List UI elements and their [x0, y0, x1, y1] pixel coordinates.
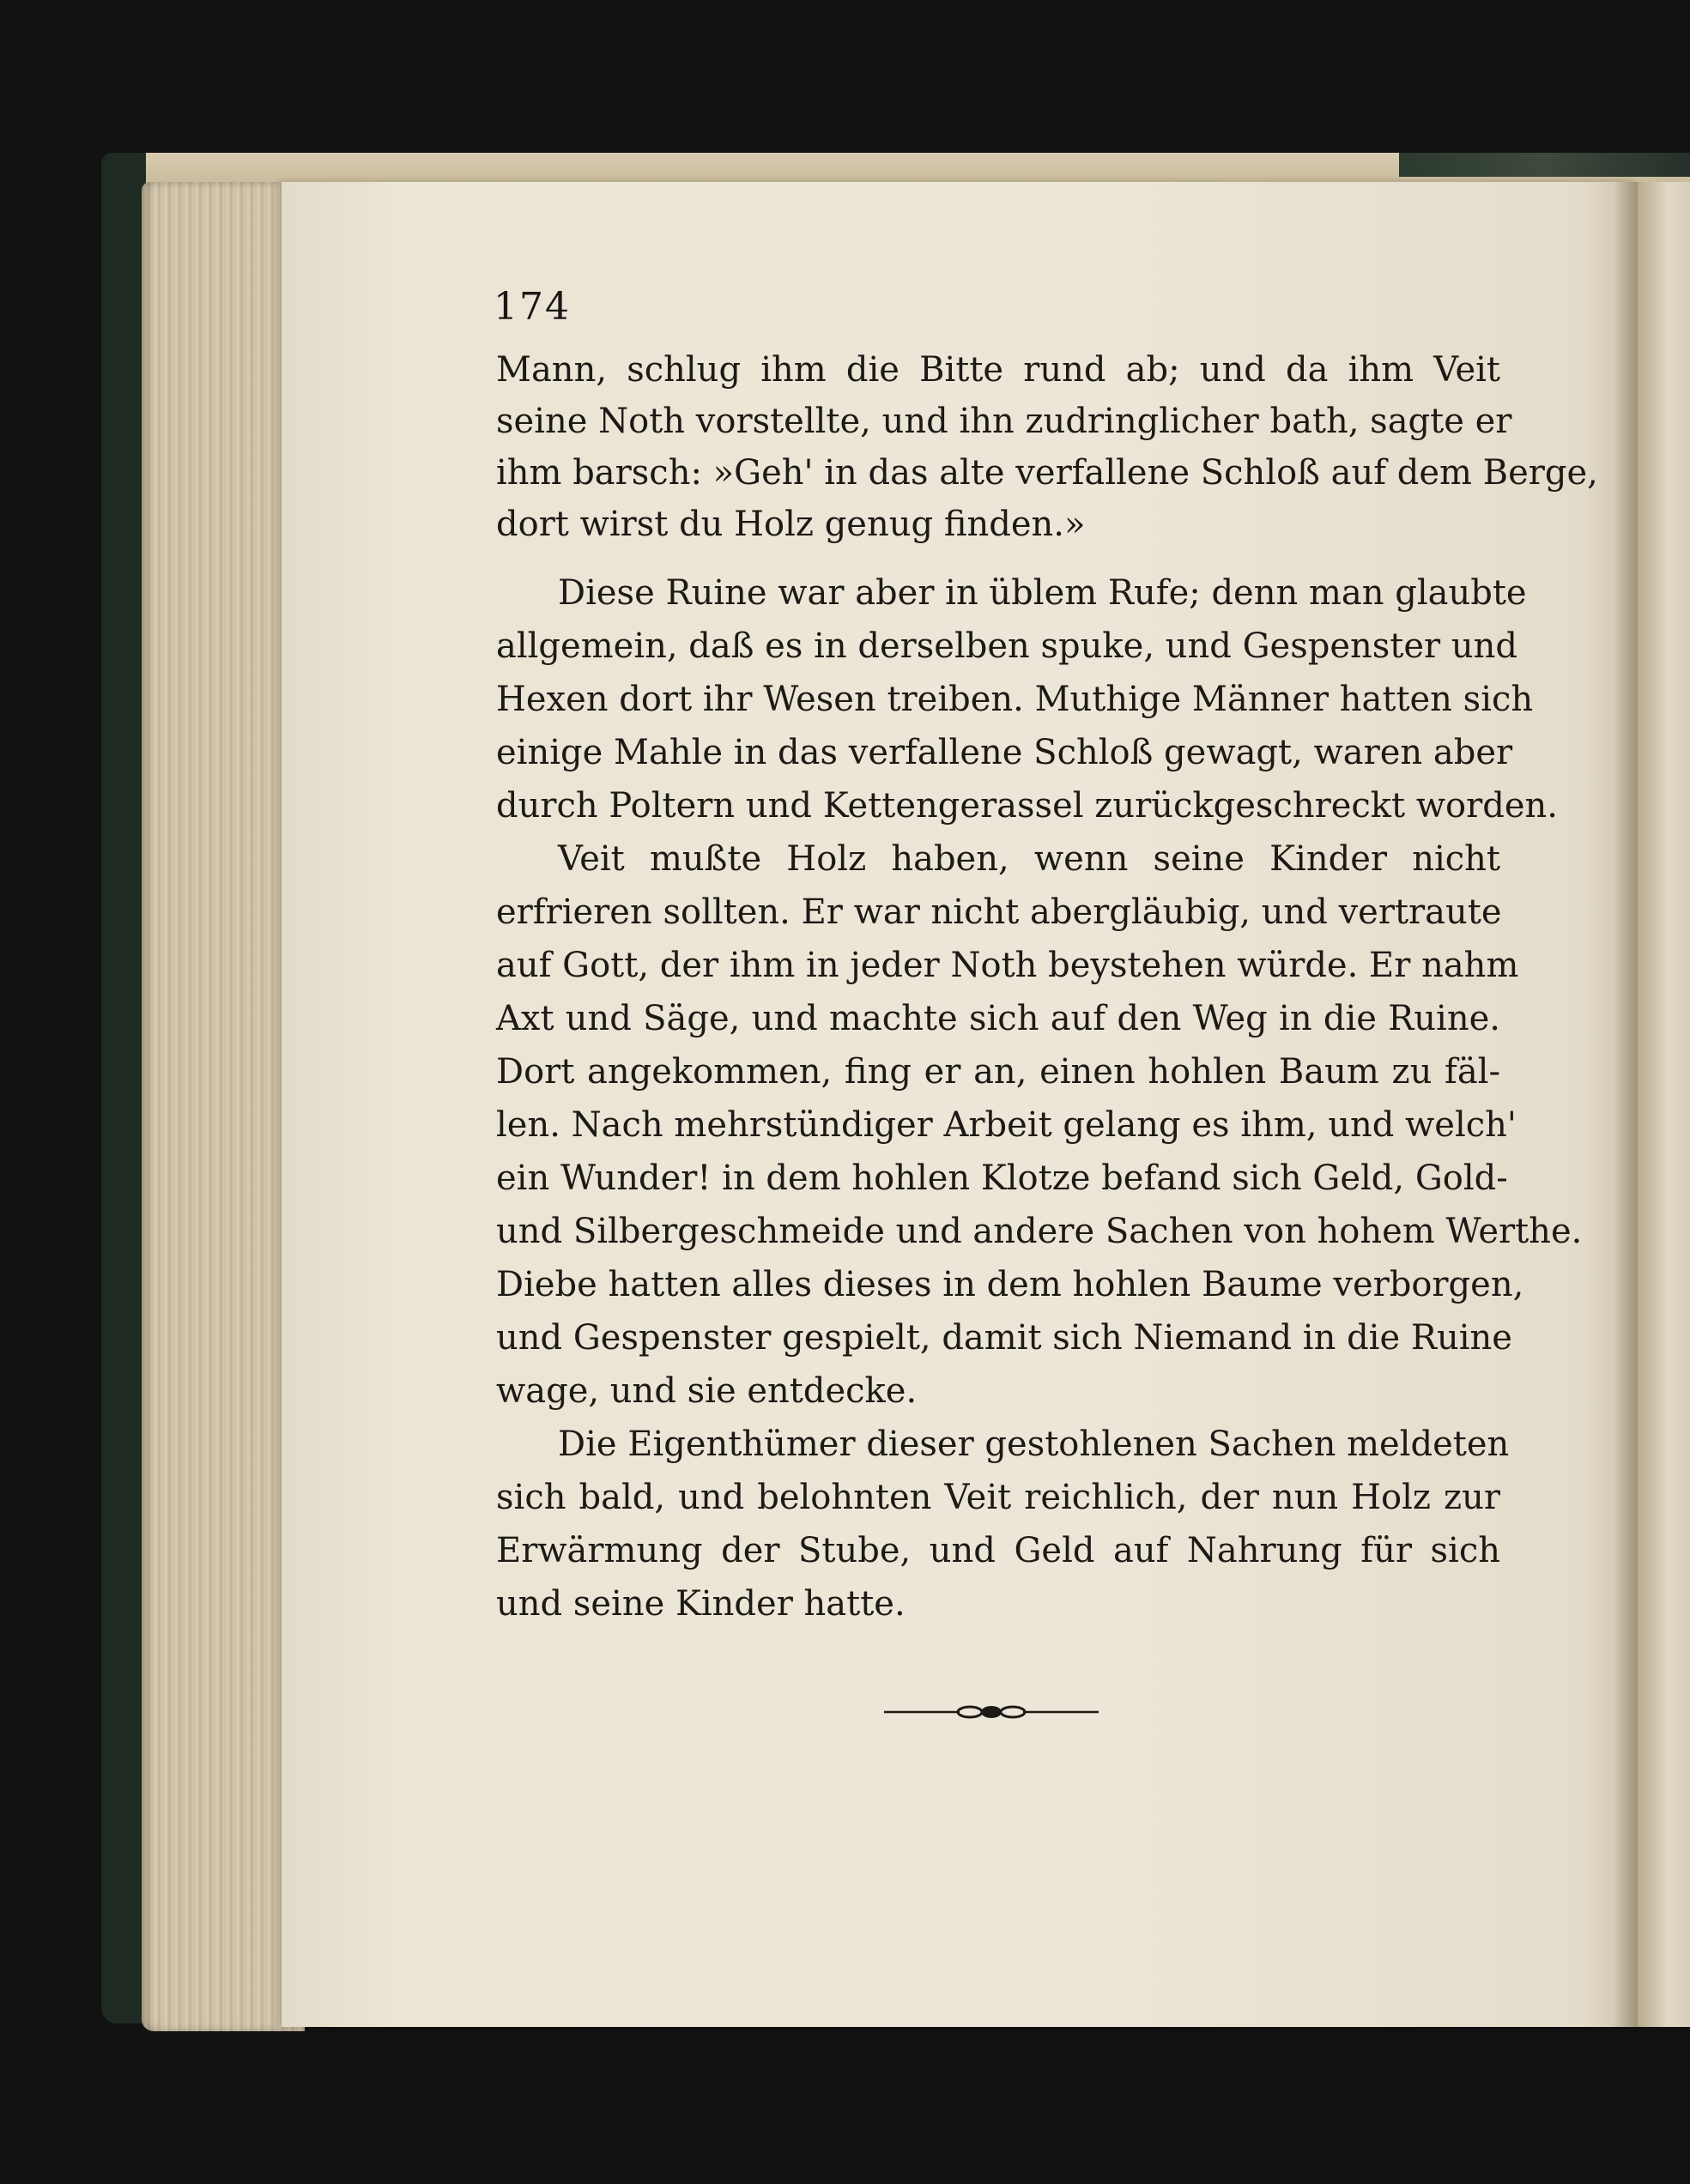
- text-line: allgemein, daß es in derselben spuke, und Gespenster und: [496, 626, 1518, 666]
- text-line: ein Wunder! in dem hohlen Klotze befand sich Geld, Gold-: [496, 1159, 1508, 1198]
- text-line: durch Poltern und Kettengerassel zurückgeschreckt worden.: [496, 786, 1559, 826]
- text-line: Mann, schlug ihm die Bitte rund ab; und da ihm Veit: [496, 350, 1500, 390]
- text-line: Diese Ruine war aber in üblem Rufe; denn man glaubte: [558, 573, 1527, 613]
- facing-page: [1638, 182, 1690, 2027]
- text-line: Dort angekommen, fing er an, einen hohlen Baum zu fäl-: [496, 1052, 1500, 1092]
- text-line: dort wirst du Holz genug finden.»: [496, 505, 1086, 544]
- text-line: und seine Kinder hatte.: [496, 1584, 906, 1624]
- text-line: auf Gott, der ihm in jeder Noth beystehen würde. Er nahm: [496, 946, 1519, 985]
- text-line: Diebe hatten alles dieses in dem hohlen Baume verborgen,: [496, 1265, 1524, 1304]
- text-line: Die Eigenthümer dieser gestohlenen Sachen meldeten: [558, 1425, 1510, 1464]
- ornament-divider-icon: [884, 1702, 1099, 1722]
- text-line: sich bald, und belohnten Veit reichlich, der nun Holz zur: [496, 1478, 1500, 1517]
- page-number: 174: [494, 285, 571, 329]
- text-line: Veit mußte Holz haben, wenn seine Kinder nicht: [558, 839, 1500, 879]
- page-gutter-shadow: [1614, 182, 1639, 2027]
- text-line: erfrieren sollten. Er war nicht abergläubig, und vertraute: [496, 892, 1502, 932]
- text-line: Axt und Säge, und machte sich auf den Weg in die Ruine.: [496, 999, 1500, 1038]
- text-line: ihm barsch: »Geh' in das alte verfallene Schloß auf dem Berge,: [496, 453, 1598, 493]
- text-line: seine Noth vorstellte, und ihn zudringlicher bath, sagte er: [496, 402, 1512, 441]
- text-line: Hexen dort ihr Wesen treiben. Muthige Männer hatten sich: [496, 680, 1534, 719]
- text-line: Erwärmung der Stube, und Geld auf Nahrung für sich: [496, 1531, 1500, 1570]
- page-stack-edge: [142, 182, 305, 2031]
- text-line: einige Mahle in das verfallene Schloß gewagt, waren aber: [496, 733, 1513, 772]
- text-line: wage, und sie entdecke.: [496, 1371, 918, 1411]
- text-line: und Silbergeschmeide und andere Sachen von hohem Werthe.: [496, 1212, 1583, 1251]
- text-line: und Gespenster gespielt, damit sich Niemand in die Ruine: [496, 1318, 1512, 1358]
- cover-corner: [1399, 153, 1690, 177]
- text-line: len. Nach mehrstündiger Arbeit gelang es ihm, und welch': [496, 1105, 1517, 1145]
